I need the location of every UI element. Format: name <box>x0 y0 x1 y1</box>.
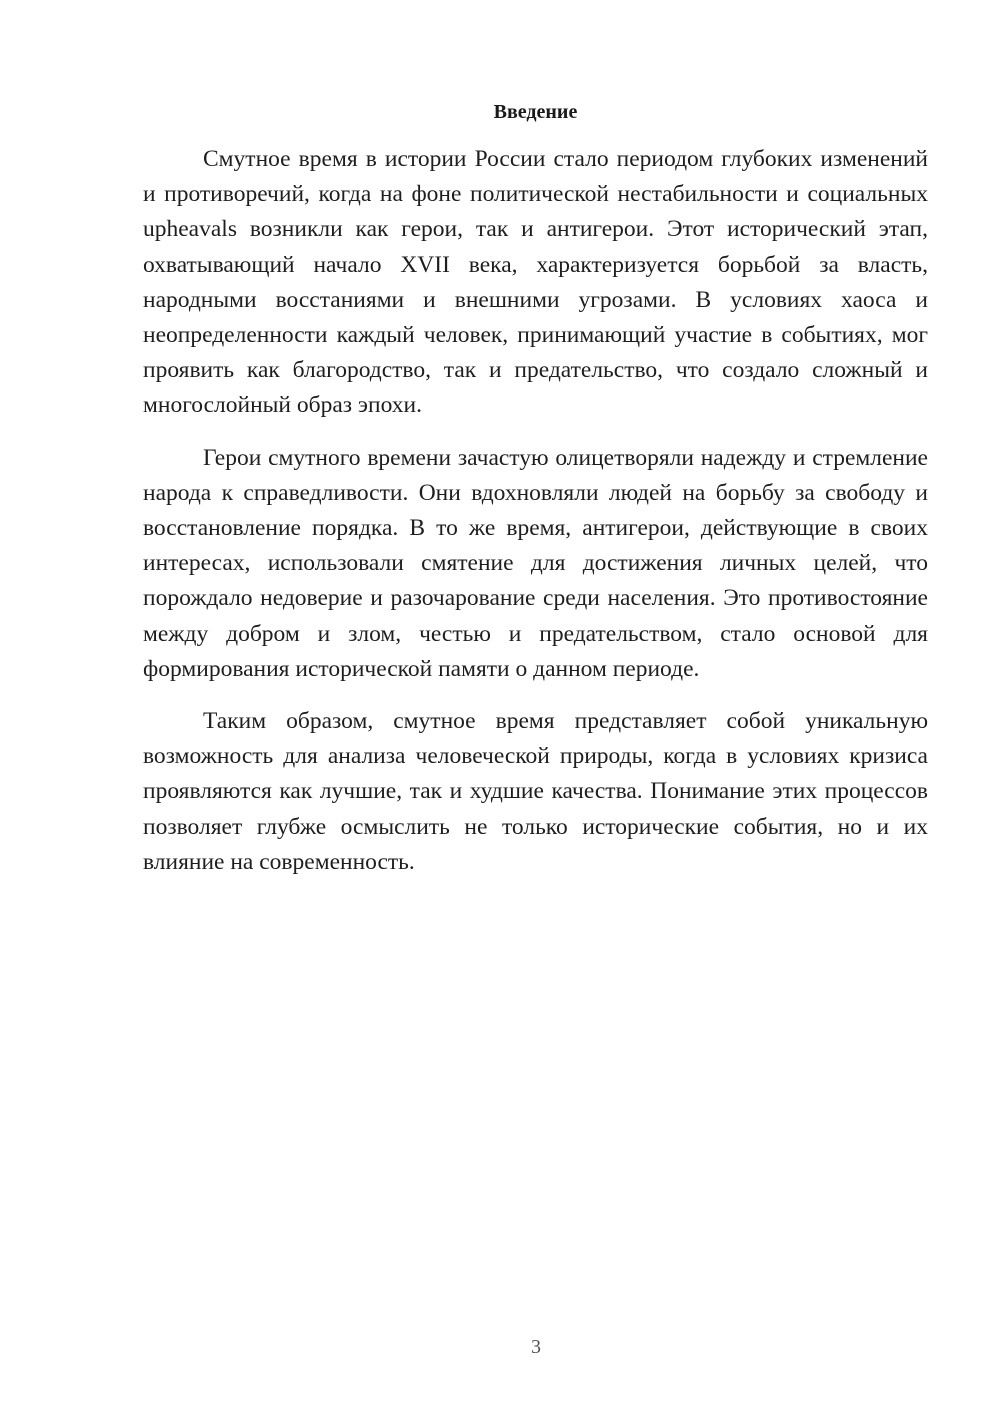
paragraph-1: Смутное время в истории России стало периодом глубоких изменений и противоречий, когда на фоне политической нестабильности и социальных upheavals возникли как герои, так и антигерои. Этот исторический этап, охватывающий начало XVII века, характеризуется борьбой за власть, народными восстаниями и внешними угрозами. В условиях хаоса и неопределенности каждый человек, принимающий участие в событиях, мог проявить как благородство, так и предательство, что создало сложный и многослойный образ эпохи. <box>143 146 928 419</box>
paragraph-2: Герои смутного времени зачастую олицетворяли надежду и стремление народа к справедливости. Они вдохновляли людей на борьбу за свободу и восстановление порядка. В то же время, антигерои, действующие в своих интересах, использовали смятение для достижения личных целей, что порождало недоверие и разочарование среди населения. Это противостояние между добром и злом, честью и предательством, стало основой для формирования исторической памяти о данном периоде. <box>143 444 928 682</box>
page-number: 3 <box>531 1336 541 1358</box>
section-title: Введение <box>493 101 578 123</box>
paragraph-3: Таким образом, смутное время представляет собой уникальную возможность для анализа человеческой природы, когда в условиях кризиса проявляются как лучшие, так и худшие качества. Понимание этих процессов позволяет глубже осмыслить не только исторические события, но и их влияние на современность. <box>143 708 928 875</box>
body-text <box>143 142 928 880</box>
